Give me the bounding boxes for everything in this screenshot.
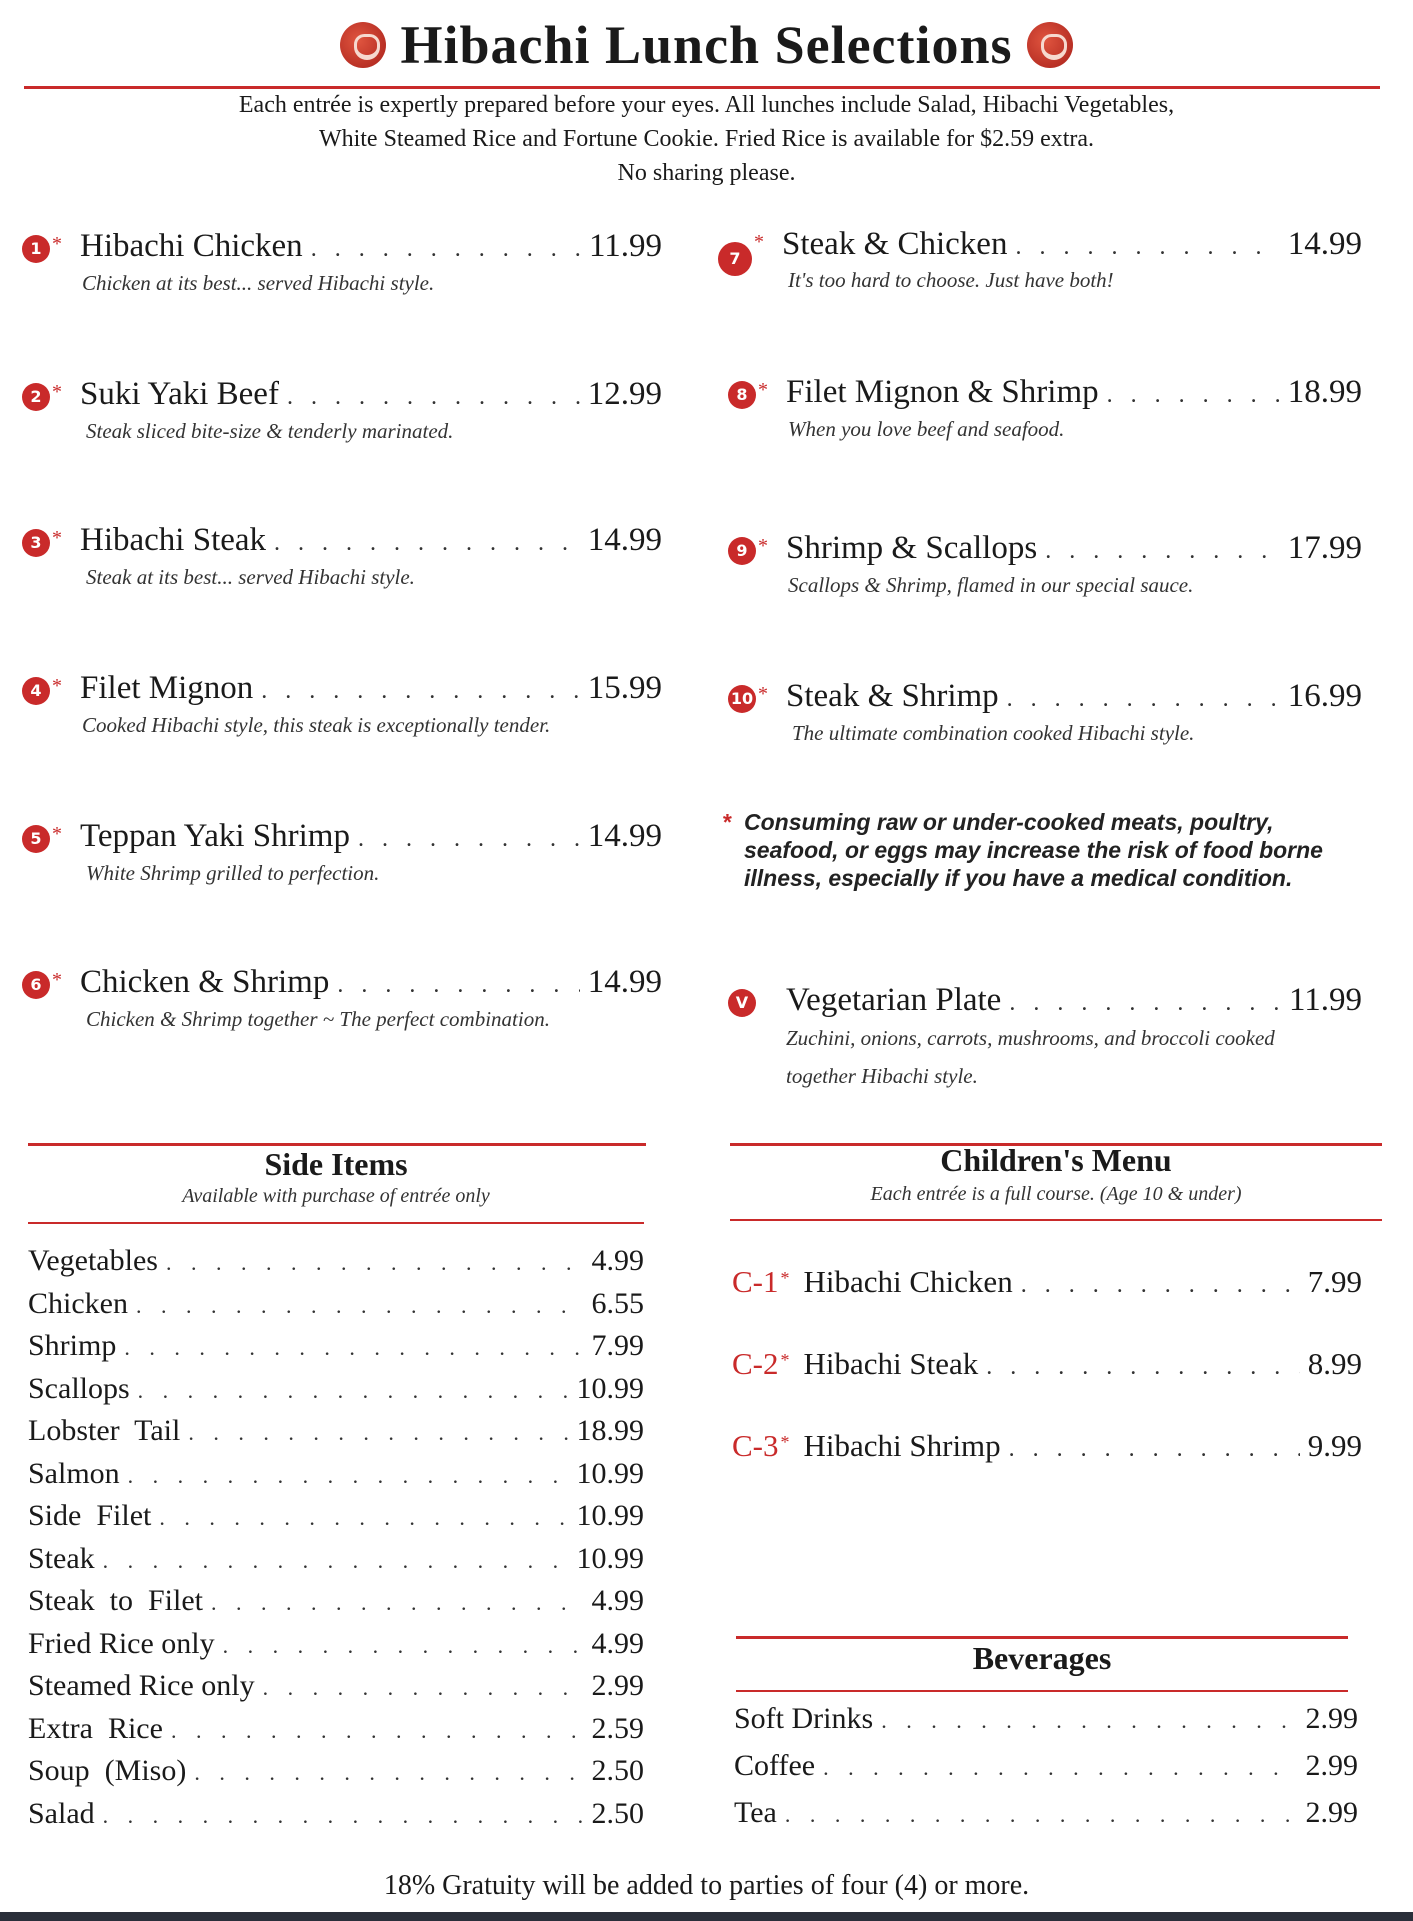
dot-leader [128,1463,569,1489]
childrens-menu-divider [730,1219,1382,1221]
asterisk-icon: * [52,233,62,255]
entree-name: Filet Mignon [80,670,254,706]
dot-leader [194,1760,583,1786]
title-row [0,14,1413,76]
kids-item-name: Hibachi Shrimp [803,1428,1001,1463]
dot-leader [1045,538,1280,565]
entree-price: 11.99 [1288,982,1362,1018]
asterisk-icon: * [758,379,768,401]
list-item: Vegetables . . . 4.99 [28,1244,644,1287]
entree-description: White Shrimp grilled to perfection. [86,861,380,885]
entree-price: 16.99 [1287,678,1362,714]
dot-leader [1007,686,1280,713]
entree-name: Chicken & Shrimp [80,964,330,1000]
list-item: Shrimp . . . 7.99 [28,1329,644,1372]
list-item: Salmon . . . 10.99 [28,1457,644,1500]
beverages-divider [736,1690,1348,1692]
asterisk-icon: * [52,527,62,549]
kids-item-price: 9.99 [1307,1428,1362,1463]
entree-description: Chicken & Shrimp together ~ The perfect combination. [86,1007,550,1031]
dot-leader [337,972,579,999]
list-item: Tea . . . 2.99 [734,1796,1358,1843]
kids-item-code: C-2 [732,1346,779,1381]
side-items-title: Side Items [264,1146,408,1182]
list-item: Soup (Miso) . . . 2.50 [28,1754,644,1797]
entree-item [22,964,662,1032]
entree-number-badge: 8 [728,381,756,409]
dot-leader [358,826,580,853]
entree-description: The ultimate combination cooked Hibachi style. [792,721,1195,745]
dot-leader [166,1250,584,1276]
list-item: Scallops . . . 10.99 [28,1372,644,1415]
entree-price: 14.99 [587,818,662,854]
dot-leader [1009,1436,1300,1463]
entree-number-badge: 4 [22,677,50,705]
entree-number-badge: 1 [22,235,50,263]
entree-name: Steak & Chicken [782,226,1008,262]
entree-name: Vegetarian Plate [786,982,1002,1018]
gratuity-notice: 18% Gratuity will be added to parties of four (4) or more. [383,1870,1030,1901]
page-title: Hibachi Lunch Selections [400,15,1013,75]
asterisk-icon: * [722,809,731,835]
entree-name: Filet Mignon & Shrimp [786,374,1099,410]
entree-item [22,670,662,738]
spacer [758,987,768,1010]
entree-description: Steak at its best... served Hibachi style. [86,565,415,589]
list-item: Steak . . . 10.99 [28,1542,644,1585]
entree-number-badge: 2 [22,383,50,411]
entree-item [718,226,1362,293]
dot-leader [881,1708,1297,1734]
entree-description: Steak sliced bite-size & tenderly marinated. [86,419,454,443]
kids-item-price: 7.99 [1307,1264,1362,1299]
list-item: Side Filet . . . 10.99 [28,1499,644,1542]
entree-number-badge: 3 [22,529,50,557]
list-item: Salad . . . 2.50 [28,1797,644,1840]
list-item: Steak to Filet . . . 4.99 [28,1584,644,1627]
entree-price: 18.99 [1287,374,1362,410]
entree-item [22,376,662,444]
entree-price: 15.99 [587,670,662,706]
entree-item [22,228,662,296]
entree-price: 14.99 [587,522,662,558]
asterisk-icon: * [780,1350,790,1370]
asterisk-icon: * [754,231,764,253]
entree-item [728,678,1362,746]
childrens-menu-subtitle: Each entrée is a full course. (Age 10 & under) [870,1183,1242,1205]
asterisk-icon: * [758,535,768,557]
dot-leader [986,1354,1299,1381]
asterisk-icon: * [758,683,768,705]
kids-item-price: 8.99 [1307,1346,1362,1381]
entree-item [22,522,662,590]
entree-description: Scallops & Shrimp, flamed in our special sauce. [788,573,1194,597]
intro-line: Each entrée is expertly prepared before your eyes. All lunches include Salad, Hibachi Vegetables, [238,92,1175,118]
dot-leader [311,236,581,263]
intro-line: No sharing please. [617,160,796,186]
dot-leader [138,1378,569,1404]
entree-description: Zuchini, onions, carrots, mushrooms, and broccoli cooked together Hibachi style. [786,1026,1275,1088]
dot-leader [136,1293,584,1319]
dot-leader [211,1590,584,1616]
food-safety-warning: * Consuming raw or under-cooked meats, poultry, seafood, or eggs may increase the risk of food borne illness, especially if you have a medical condition. [722,809,1323,891]
list-item: Lobster Tail . . . 18.99 [28,1414,644,1457]
dot-leader [287,384,580,411]
list-item: Soft Drinks . . . 2.99 [734,1702,1358,1749]
dot-leader [261,678,579,705]
entree-number-badge: 10 [728,685,756,713]
page-edge [0,1912,1413,1921]
dot-leader [823,1755,1297,1781]
asterisk-icon: * [780,1432,790,1452]
entree-name: Hibachi Chicken [80,228,303,264]
childrens-menu-title: Children's Menu [940,1142,1172,1178]
entree-item [728,374,1362,442]
dot-leader [171,1718,584,1744]
beverages-title: Beverages [972,1640,1112,1676]
entree-name: Suki Yaki Beef [80,376,279,412]
chef-logo-icon [1027,22,1073,68]
dot-leader [1021,1272,1300,1299]
kids-menu-item [732,1264,1362,1300]
entree-item [22,818,662,886]
entree-number-badge: 6 [22,971,50,999]
asterisk-icon: * [52,823,62,845]
entree-number-badge: 7 [718,242,752,276]
kids-item-code: C-3 [732,1428,779,1463]
dot-leader [223,1633,584,1659]
beverages-list [734,1702,1358,1843]
side-items-list [28,1244,644,1839]
dot-leader [263,1675,584,1701]
entree-name: Shrimp & Scallops [786,530,1038,566]
chef-logo-icon [340,22,386,68]
entree-price: 17.99 [1287,530,1362,566]
asterisk-icon: * [52,381,62,403]
dot-leader [103,1548,569,1574]
list-item: Steamed Rice only . . . 2.99 [28,1669,644,1712]
asterisk-icon: * [52,969,62,991]
dot-leader [274,530,580,557]
list-item: Chicken . . . 6.55 [28,1287,644,1330]
dot-leader [1009,990,1281,1017]
vegetarian-badge: V [728,989,756,1017]
list-item: Fried Rice only . . . 4.99 [28,1627,644,1670]
intro-text [0,88,1413,190]
entree-price: 11.99 [588,228,662,264]
asterisk-icon: * [52,675,62,697]
dot-leader [159,1505,568,1531]
side-items-subtitle: Available with purchase of entrée only [182,1185,490,1207]
dot-leader [124,1335,583,1361]
dot-leader [1015,234,1279,261]
entree-name: Hibachi Steak [80,522,267,558]
beverages-divider-top [736,1636,1348,1639]
kids-menu-item [732,1428,1362,1464]
entree-number-badge: 5 [22,825,50,853]
dot-leader [188,1420,568,1446]
entree-description: It's too hard to choose. Just have both! [788,267,1114,292]
asterisk-icon: * [780,1268,790,1288]
entree-price: 14.99 [587,964,662,1000]
entree-description: When you love beef and seafood. [788,417,1065,441]
side-items-divider [28,1222,644,1224]
dot-leader [103,1803,584,1829]
dot-leader [1107,382,1280,409]
entree-name: Steak & Shrimp [786,678,999,714]
kids-item-name: Hibachi Chicken [803,1264,1013,1299]
vegetarian-entree [728,982,1362,1095]
entree-price: 12.99 [587,376,662,412]
kids-menu-item [732,1346,1362,1382]
entree-name: Teppan Yaki Shrimp [80,818,350,854]
entree-item [728,530,1362,598]
list-item: Coffee . . . 2.99 [734,1749,1358,1796]
list-item: Extra Rice . . . 2.59 [28,1712,644,1755]
kids-item-code: C-1 [732,1264,779,1299]
kids-item-name: Hibachi Steak [803,1346,979,1381]
entree-number-badge: 9 [728,537,756,565]
intro-line: White Steamed Rice and Fortune Cookie. Fried Rice is available for $2.59 extra. [318,126,1095,152]
dot-leader [785,1802,1298,1828]
entree-price: 14.99 [1287,226,1362,262]
entree-description: Chicken at its best... served Hibachi style. [82,271,435,295]
entree-description: Cooked Hibachi style, this steak is exceptionally tender. [82,713,551,737]
